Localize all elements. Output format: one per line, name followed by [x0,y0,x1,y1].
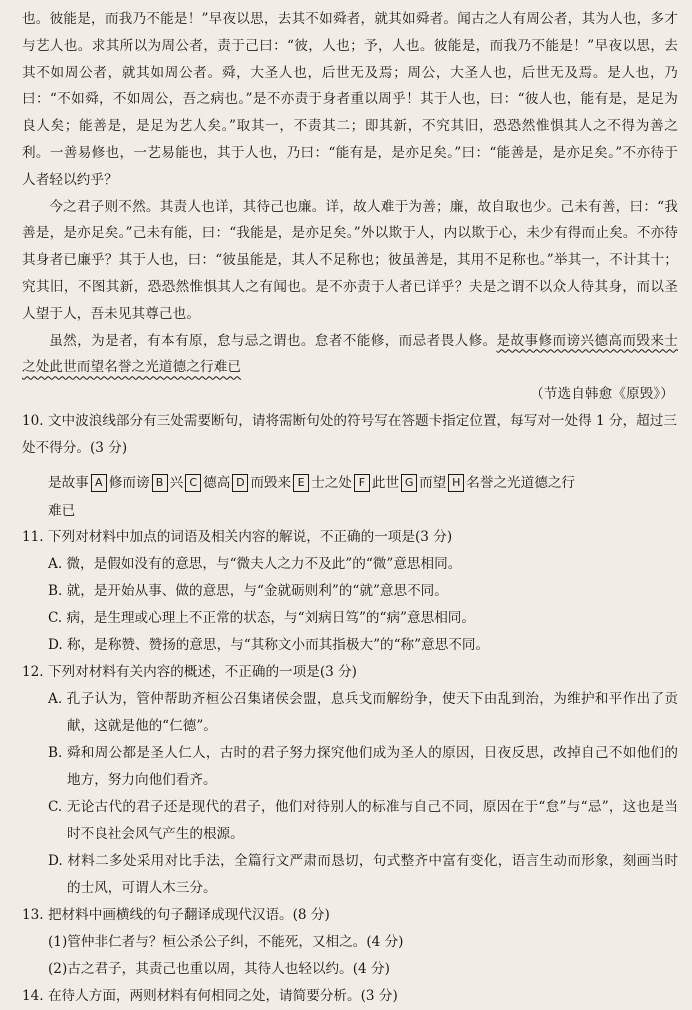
question-12-option-d: D. 材料二多处采用对比手法，全篇行文严肃而恳切，句式整齐中富有变化，语言生动而形象，刻画当时的士风，可谓人木三分。 [48,852,678,896]
break-box-g: G [401,474,417,492]
segment: 名誉之光道德之行 [466,474,576,491]
question-13-sub-1: (1)管仲非仁者与？桓公杀公子纠，不能死，又相之。(4 分) [48,933,404,950]
question-14-stem: 14. 在待人方面，两则材料有何相同之处，请简要分析。(3 分) [22,987,398,1004]
break-box-a: A [91,474,107,492]
break-box-h: H [448,474,464,492]
question-10-stem: 10. 文中波浪线部分有三处需要断句，请将需断句处的符号写在答题卡指定位置，每写对一处得 1 分，超过三处不得分。(3 分) [22,412,677,456]
question-13-stem: 13. 把材料中画横线的句子翻译成现代汉语。(8 分) [22,906,330,923]
break-box-c: C [185,474,201,492]
passage-source: （节选自韩愈《原毁》） [530,386,674,403]
segment: 德高 [203,474,231,491]
segment: 修而谤 [108,474,150,491]
break-box-f: F [354,474,370,492]
passage-paragraph-1: 也。彼能是，而我乃不能是！”早夜以思，去其不如舜者，就其如舜者。闻古之人有周公者，其为人也，多才与艺人也。求其所以为周公者，责于己曰：“彼，人也；予，人也。彼能是，而我乃不能是！”早夜以思，去其不如周公者，就其如周公者。舜，大圣人也，后世无及焉；周公，大圣人也，后世无及焉。是人也，乃曰：“不如舜，不如周公，吾之病也。”是不亦责于身者重以周乎！其于人也，曰：“彼人也，能有是，是足为良人矣；能善是，是足为艺人矣。”取其一，不责其二；即其新，不究其旧，恐恐然惟惧其人之不得为善之利。一善易修也，一艺易能也，其于人也，乃曰：“能有是，是亦足矣。”曰：“能善是，是亦足矣。”不亦待于人者轻以约乎？ [22,11,678,188]
question-11-option-d: D. 称，是称赞、赞扬的意思，与“其称文小而其指极大”的“称”意思不同。 [48,636,490,653]
question-10-segments [48,468,678,498]
question-12-option-b: B. 舜和周公都是圣人仁人，古时的君子努力探究他们成为圣人的原因，日夜反思，改掉自己不如他们的地方，努力向他们看齐。 [48,744,678,788]
segment: 是故事 [48,474,89,491]
question-11-stem: 11. 下列对材料中加点的词语及相关内容的解说，不正确的一项是(3 分) [22,528,453,545]
passage-paragraph-3 [22,328,678,382]
break-box-d: D [232,474,248,492]
segment: 士之处 [311,474,352,491]
passage-paragraph-2: 今之君子则不然。其责人也详，其待己也廉。详，故人难于为善；廉，故自取也少。己未有善，曰：“我善是，是亦足矣。”己未有能，曰：“我能是，是亦足矣。”外以欺于人，内以欺于心，未少有得而止矣。不亦待其身者已廉乎？其于人也，曰：“彼虽能是，其人不足称也；彼虽善是，其用不足称也。”举其一，不计其十；究其旧，不图其新，恐恐然惟惧其人之有闻也。是不亦责于人者已详乎？夫是之谓不以众人待其身，而以圣人望于人，吾未见其尊己也。 [22,198,678,322]
break-box-b: B [152,474,168,492]
question-12-stem: 12. 下列对材料有关内容的概述，不正确的一项是(3 分) [22,663,357,680]
segment: 兴 [169,474,184,491]
question-11-option-c: C. 病，是生理或心理上不正常的状态，与“刘病日笃”的“病”意思相同。 [48,609,475,626]
wavy-underlined-passage: 是故事修而谤兴德高而毁来士之处此世而望名誉之光道德之行难已 [22,332,678,376]
question-12-option-c: C. 无论古代的君子还是现代的君子，他们对待别人的标准与自己不同，原因在于“怠”与“忌”，这也是当时不良社会风气产生的根源。 [48,798,678,842]
segment: 而望 [419,474,447,491]
question-12-option-a: A. 孔子认为，管仲帮助齐桓公召集诸侯会盟，息兵戈而解纷争，使天下由乱到治，为维护和平作出了贡献，这就是他的“仁德”。 [48,690,678,734]
segment: 而毁来 [250,474,292,491]
question-13-sub-2: (2)古之君子，其责己也重以周，其待人也轻以约。(4 分) [48,960,390,977]
question-10-tail: 难已 [48,502,76,519]
question-11-option-a: A. 微，是假如没有的意思，与“微夫人之力不及此”的“微”意思相同。 [48,555,462,572]
passage-paragraph-3-text: 虽然，为是者，有本有原，怠与忌之谓也。怠者不能修，而忌者畏人修。 [49,332,497,349]
question-11-option-b: B. 就，是开始从事、做的意思，与“金就砺则利”的“就”意思不同。 [48,582,448,599]
break-box-e: E [293,474,309,492]
segment: 此世 [371,474,400,491]
